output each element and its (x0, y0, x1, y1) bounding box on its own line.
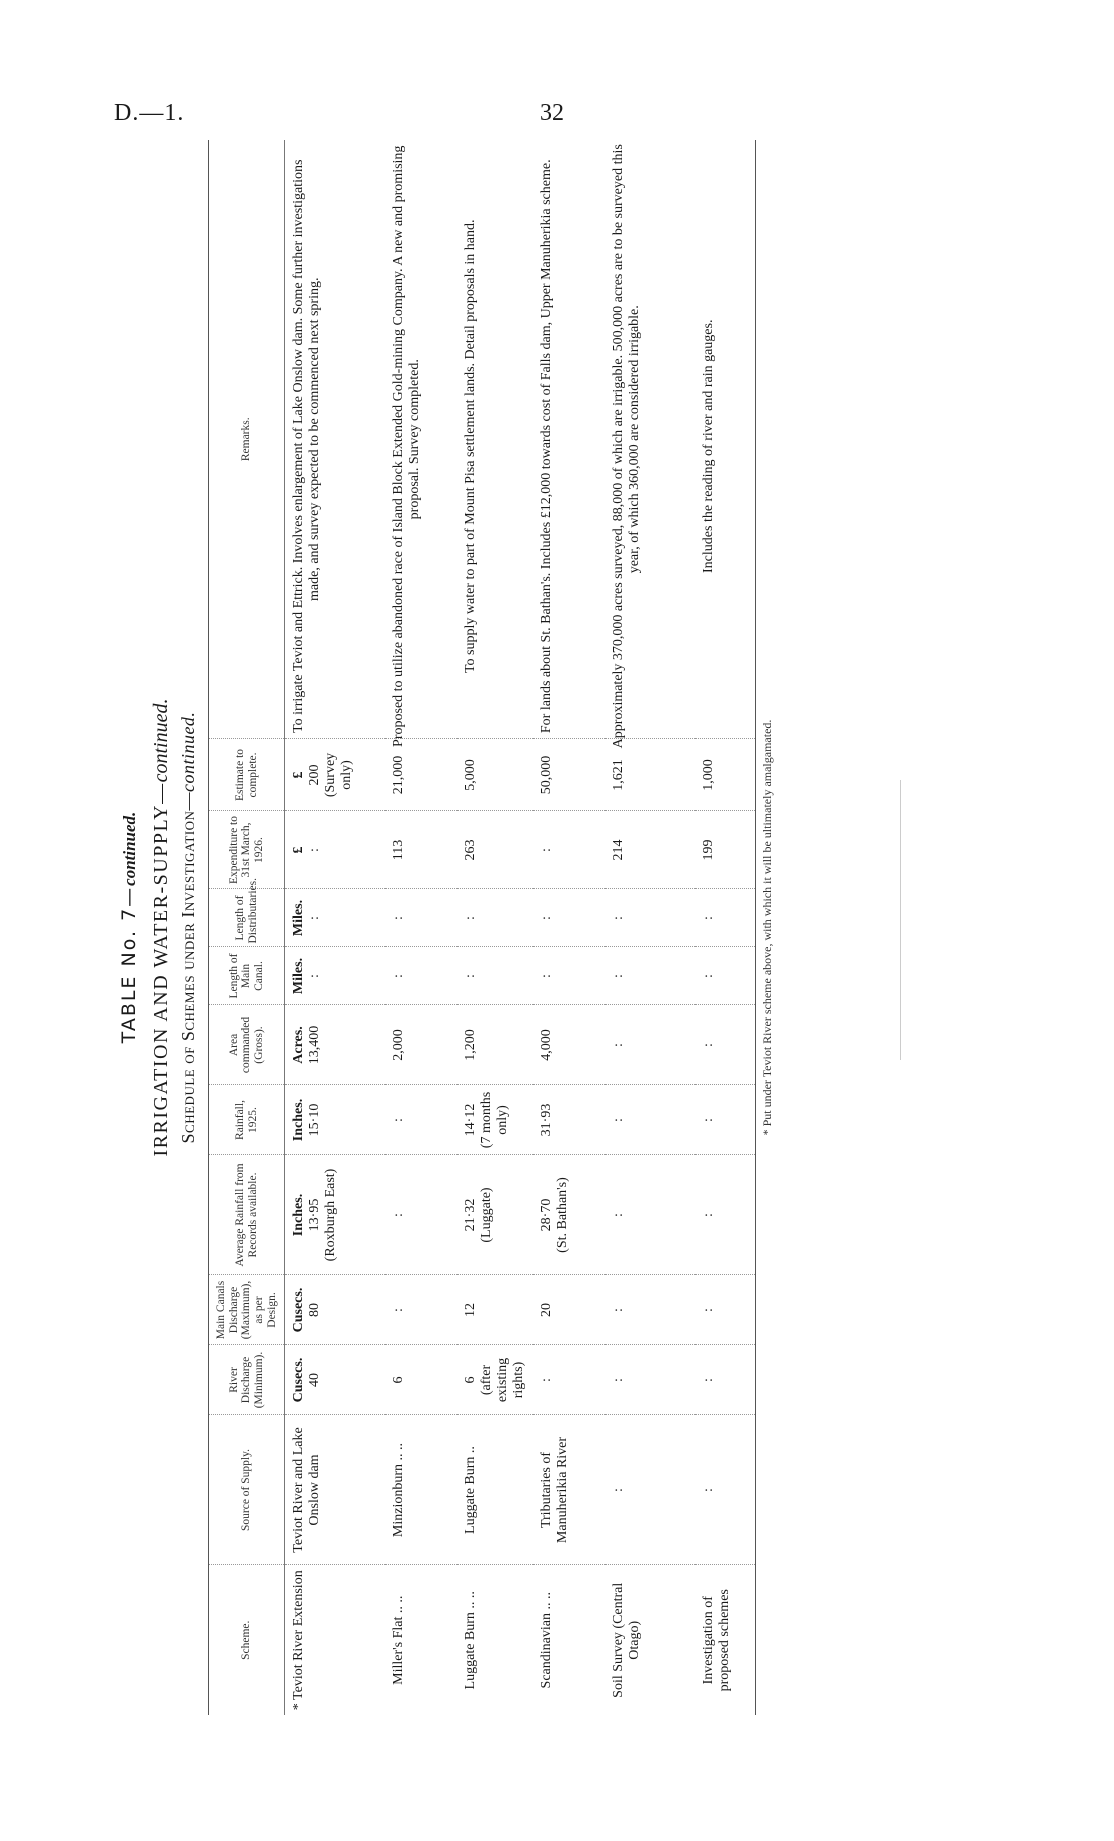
table-row (605, 140, 695, 1715)
cell-scheme: Scandinavian .. .. (533, 1565, 605, 1715)
col-header-scheme: Scheme. (209, 1565, 285, 1715)
cell-scheme: * Teviot River Extension (285, 1565, 385, 1715)
cell-source: Minzionburn .. .. (385, 1415, 457, 1565)
col-header-rainfall-1925: Rainfall, 1925. (209, 1085, 285, 1155)
cell-canal-discharge: : (605, 1275, 695, 1345)
cell-river-discharge: : (533, 1345, 605, 1415)
cell-scheme: Luggate Burn .. .. (457, 1565, 533, 1715)
cell-scheme: Soil Survey (Central Otago) (605, 1565, 695, 1715)
cell-rainfall-1925: : (605, 1085, 695, 1155)
page-number: 32 (540, 100, 564, 126)
footnote: * Put under Teviot River scheme above, with which it will be ultimately amalgamated. (760, 719, 774, 1136)
cell-scheme: Investigation of proposed schemes (695, 1565, 755, 1715)
col-header-main-canal: Length of Main Canal. (209, 947, 285, 1005)
cell-source: Tributaries of Manuherikia River (533, 1415, 605, 1565)
table-row (533, 140, 605, 1715)
cell-canal-discharge: Cusecs. 80 (285, 1275, 385, 1345)
cell-avg-rainfall: : (605, 1155, 695, 1275)
col-header-area: Area commanded (Gross). (209, 1005, 285, 1085)
cell-area: 2,000 (385, 1005, 457, 1085)
cell-canal-discharge: : (385, 1275, 457, 1345)
cell-canal-discharge: : (695, 1275, 755, 1345)
cell-river-discharge: : (695, 1345, 755, 1415)
col-header-source: Source of Supply. (209, 1415, 285, 1565)
cell-avg-rainfall: 28·70 (St. Bathan's) (533, 1155, 605, 1275)
cell-river-discharge: 6 (after existing rights) (457, 1345, 533, 1415)
cell-expenditure: 199 (695, 811, 755, 889)
table-subtitle: Schedule of Schemes under Investigation—continued. (178, 711, 198, 1144)
cell-rainfall-1925: Inches. 15·10 (285, 1085, 385, 1155)
cell-main-canal: : (533, 947, 605, 1005)
cell-source: Teviot River and Lake Onslow dam (285, 1415, 385, 1565)
cell-estimate: 21,000 (385, 739, 457, 811)
cell-remarks: Approximately 370,000 acres surveyed, 88,000 of which are irrigable. 500,000 acres are to be surveyed this year, of which 360,000 are considered irrigable. (611, 144, 643, 749)
cell-remarks: To supply water to part of Mount Pisa settlement lands. Detail proposals in hand. (462, 219, 478, 674)
cell-canal-discharge: 20 (533, 1275, 605, 1345)
page-header (0, 100, 1114, 140)
cell-distributaries: : (605, 889, 695, 947)
cell-expenditure: 263 (457, 811, 533, 889)
cell-rainfall-1925: 14·12 (7 months only) (457, 1085, 533, 1155)
cell-area: : (695, 1005, 755, 1085)
cell-area: 1,200 (457, 1005, 533, 1085)
cell-river-discharge: : (605, 1345, 695, 1415)
cell-distributaries: Miles. : (285, 889, 385, 947)
cell-estimate: 50,000 (533, 739, 605, 811)
cell-expenditure: £ : (285, 811, 385, 889)
cell-area: : (605, 1005, 695, 1085)
cell-rainfall-1925: : (385, 1085, 457, 1155)
cell-expenditure: 214 (605, 811, 695, 889)
cell-main-canal: Miles. : (285, 947, 385, 1005)
rotated-table-region (110, 140, 830, 1715)
cell-estimate: 1,000 (695, 739, 755, 811)
cell-source: : (695, 1415, 755, 1565)
cell-river-discharge: 6 (385, 1345, 457, 1415)
col-header-distributaries: Length of Distributaries. (209, 889, 285, 947)
cell-main-canal: : (695, 947, 755, 1005)
scan-artifact-line (900, 780, 901, 1060)
table-row (285, 140, 385, 1715)
cell-canal-discharge: 12 (457, 1275, 533, 1345)
cell-remarks: For lands about St. Bathan's. Includes £12,000 towards cost of Falls dam, Upper Manuherikia scheme. (539, 159, 555, 734)
cell-area: 4,000 (533, 1005, 605, 1085)
cell-estimate: 1,621 (605, 739, 695, 811)
cell-avg-rainfall: : (695, 1155, 755, 1275)
col-header-remarks: Remarks. (209, 140, 285, 739)
cell-expenditure: 113 (385, 811, 457, 889)
cell-estimate: 5,000 (457, 739, 533, 811)
table-number-title: TABLE No. 7—continued. (118, 811, 140, 1044)
cell-main-canal: : (605, 947, 695, 1005)
cell-estimate: £ 200 (Survey only) (285, 739, 385, 811)
table-row (457, 140, 533, 1715)
table-row (695, 140, 755, 1715)
col-header-expenditure: Expenditure to 31st March, 1926. (209, 811, 285, 889)
cell-source: Luggate Burn .. (457, 1415, 533, 1565)
cell-remarks: Proposed to utilize abandoned race of Island Block Extended Gold-mining Company. A new and promising proposal. Survey completed. (390, 145, 422, 747)
table-main-title: IRRIGATION AND WATER-SUPPLY—continued. (150, 698, 172, 1157)
cell-distributaries: : (457, 889, 533, 947)
cell-avg-rainfall: 21·32 (Luggate) (457, 1155, 533, 1275)
cell-expenditure: : (533, 811, 605, 889)
cell-distributaries: : (695, 889, 755, 947)
cell-main-canal: : (457, 947, 533, 1005)
cell-scheme: Miller's Flat .. .. (385, 1565, 457, 1715)
cell-rainfall-1925: 31·93 (533, 1085, 605, 1155)
cell-main-canal: : (385, 947, 457, 1005)
cell-source: : (605, 1415, 695, 1565)
document-reference: D.—1. (114, 100, 185, 126)
cell-river-discharge: Cusecs. 40 (285, 1345, 385, 1415)
cell-avg-rainfall: : (385, 1155, 457, 1275)
table-row (385, 140, 457, 1715)
cell-distributaries: : (385, 889, 457, 947)
schemes-table (208, 140, 756, 1715)
cell-remarks: To irrigate Teviot and Ettrick. Involves enlargement of Lake Onslow dam. Some further investigations made, and survey expected to be commenced next spring. (291, 159, 323, 733)
col-header-river-discharge: River Discharge (Minimum). (209, 1345, 285, 1415)
cell-area: Acres. 13,400 (285, 1005, 385, 1085)
table-header-row (209, 140, 285, 1715)
col-header-estimate: Estimate to complete. (209, 739, 285, 811)
col-header-canal-discharge: Main Canals Discharge (Maximum), as per Design. (209, 1275, 285, 1345)
cell-avg-rainfall: Inches. 13·95 (Roxburgh East) (285, 1155, 385, 1275)
cell-remarks: Includes the reading of river and rain gauges. (695, 140, 755, 739)
cell-distributaries: : (533, 889, 605, 947)
cell-rainfall-1925: : (695, 1085, 755, 1155)
col-header-avg-rainfall: Average Rainfall from Records available. (209, 1155, 285, 1275)
